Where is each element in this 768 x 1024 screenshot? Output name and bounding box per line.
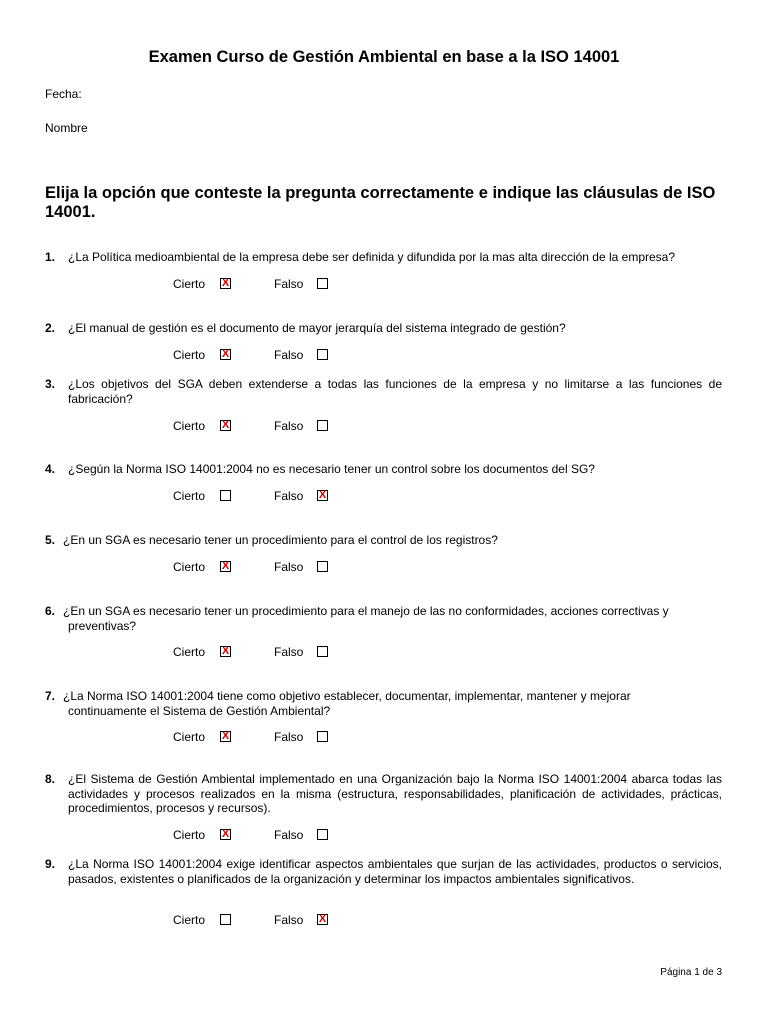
question-number: 5. <box>45 533 56 547</box>
question-6 <box>45 604 722 633</box>
cierto-checkbox[interactable] <box>220 490 231 501</box>
cierto-checkbox[interactable] <box>220 914 231 925</box>
question-text <box>68 772 722 816</box>
falso-label: Falso <box>274 348 304 362</box>
answer-row <box>0 730 768 746</box>
question-text-continuation: continuamente el Sistema de Gestión Ambiental? <box>68 703 331 718</box>
falso-label: Falso <box>274 645 304 659</box>
falso-label: Falso <box>274 489 304 503</box>
question-text <box>68 321 722 336</box>
question-text <box>63 604 722 633</box>
falso-checkbox[interactable] <box>317 420 328 431</box>
check-mark-icon: X <box>221 730 230 742</box>
question-text-line: ¿La Norma ISO 14001:2004 exige identificar aspectos ambientales que surjan de las actividades, productos o servicios, pasados, existentes o planificados de la organización y determinar los impactos ambientales significativos. <box>68 857 722 886</box>
question-number: 1. <box>45 250 56 264</box>
page-number: Página 1 de 3 <box>660 967 722 978</box>
question-5 <box>45 533 722 548</box>
answer-row <box>0 419 768 435</box>
question-text-line: ¿Los objetivos del SGA deben extenderse a todas las funciones de la empresa y no limitarse a las funciones de fabricación? <box>68 377 722 406</box>
question-7 <box>45 689 722 718</box>
answer-row <box>0 645 768 661</box>
falso-label: Falso <box>274 913 304 927</box>
falso-label: Falso <box>274 277 304 291</box>
check-mark-icon: X <box>318 913 327 925</box>
question-3 <box>45 377 722 406</box>
answer-row <box>0 828 768 844</box>
question-2 <box>45 321 722 336</box>
question-number: 2. <box>45 321 56 335</box>
falso-checkbox[interactable] <box>317 829 328 840</box>
falso-label: Falso <box>274 828 304 842</box>
question-text-line: ¿El manual de gestión es el documento de mayor jerarquía del sistema integrado de gestión? <box>68 321 566 335</box>
question-number: 3. <box>45 377 56 391</box>
cierto-label: Cierto <box>173 913 206 927</box>
question-text <box>68 857 722 886</box>
answer-row <box>0 489 768 505</box>
cierto-label: Cierto <box>173 277 206 291</box>
falso-checkbox[interactable] <box>317 646 328 657</box>
falso-checkbox[interactable] <box>317 731 328 742</box>
question-number: 7. <box>45 689 56 703</box>
question-number: 6. <box>45 604 56 618</box>
falso-checkbox[interactable] <box>317 349 328 360</box>
question-text <box>68 462 722 477</box>
check-mark-icon: X <box>221 348 230 360</box>
answer-row <box>0 560 768 576</box>
question-text-line: ¿El Sistema de Gestión Ambiental implementado en una Organización bajo la Norma ISO 14001:2004 abarca todas las actividades y procesos realizados en la misma (estructura, responsabilidades, planificación de actividades, prácticas, procedimientos, procesos y recursos). <box>68 772 722 815</box>
question-text <box>63 533 722 548</box>
exam-title: Examen Curso de Gestión Ambiental en base a la ISO 14001 <box>148 48 620 66</box>
falso-label: Falso <box>274 419 304 433</box>
check-mark-icon: X <box>318 489 327 501</box>
check-mark-icon: X <box>221 645 230 657</box>
cierto-label: Cierto <box>173 828 206 842</box>
question-number: 4. <box>45 462 56 476</box>
question-4 <box>45 462 722 477</box>
question-text <box>63 689 722 718</box>
falso-label: Falso <box>274 730 304 744</box>
question-text <box>68 377 722 406</box>
check-mark-icon: X <box>221 419 230 431</box>
cierto-checkbox[interactable] <box>220 349 231 360</box>
cierto-checkbox[interactable] <box>220 561 231 572</box>
question-text-continuation: preventivas? <box>68 618 137 633</box>
cierto-checkbox[interactable] <box>220 420 231 431</box>
cierto-label: Cierto <box>173 419 206 433</box>
falso-checkbox[interactable] <box>317 914 328 925</box>
answer-row <box>0 277 768 293</box>
question-number: 8. <box>45 772 56 786</box>
cierto-checkbox[interactable] <box>220 829 231 840</box>
falso-checkbox[interactable] <box>317 278 328 289</box>
question-8 <box>45 772 722 816</box>
question-text-line: ¿La Norma ISO 14001:2004 tiene como objetivo establecer, documentar, implementar, mantener y mejorar <box>63 689 631 703</box>
falso-label: Falso <box>274 560 304 574</box>
question-text-line: ¿En un SGA es necesario tener un procedimiento para el control de los registros? <box>63 533 498 547</box>
question-text-line: ¿La Política medioambiental de la empresa debe ser definida y difundida por la mas alta dirección de la empresa? <box>68 250 676 264</box>
question-text-line: ¿Según la Norma ISO 14001:2004 no es necesario tener un control sobre los documentos del SG? <box>68 462 595 476</box>
check-mark-icon: X <box>221 277 230 289</box>
question-9 <box>45 857 722 886</box>
question-text <box>68 250 722 265</box>
fecha-label: Fecha: <box>45 87 82 101</box>
cierto-checkbox[interactable] <box>220 278 231 289</box>
cierto-checkbox[interactable] <box>220 646 231 657</box>
question-1 <box>45 250 722 265</box>
cierto-label: Cierto <box>173 348 206 362</box>
question-number: 9. <box>45 857 56 871</box>
nombre-label: Nombre <box>45 121 88 135</box>
cierto-label: Cierto <box>173 560 206 574</box>
falso-checkbox[interactable] <box>317 490 328 501</box>
cierto-label: Cierto <box>173 489 206 503</box>
instruction-heading: Elija la opción que conteste la pregunta correctamente e indique las cláusulas de ISO 14001. <box>45 184 716 221</box>
falso-checkbox[interactable] <box>317 561 328 572</box>
cierto-label: Cierto <box>173 730 206 744</box>
cierto-label: Cierto <box>173 645 206 659</box>
question-text-line: ¿En un SGA es necesario tener un procedimiento para el manejo de las no conformidades, acciones correctivas y <box>63 604 669 618</box>
check-mark-icon: X <box>221 828 230 840</box>
cierto-checkbox[interactable] <box>220 731 231 742</box>
answer-row <box>0 913 768 929</box>
answer-row <box>0 348 768 364</box>
check-mark-icon: X <box>221 560 230 572</box>
